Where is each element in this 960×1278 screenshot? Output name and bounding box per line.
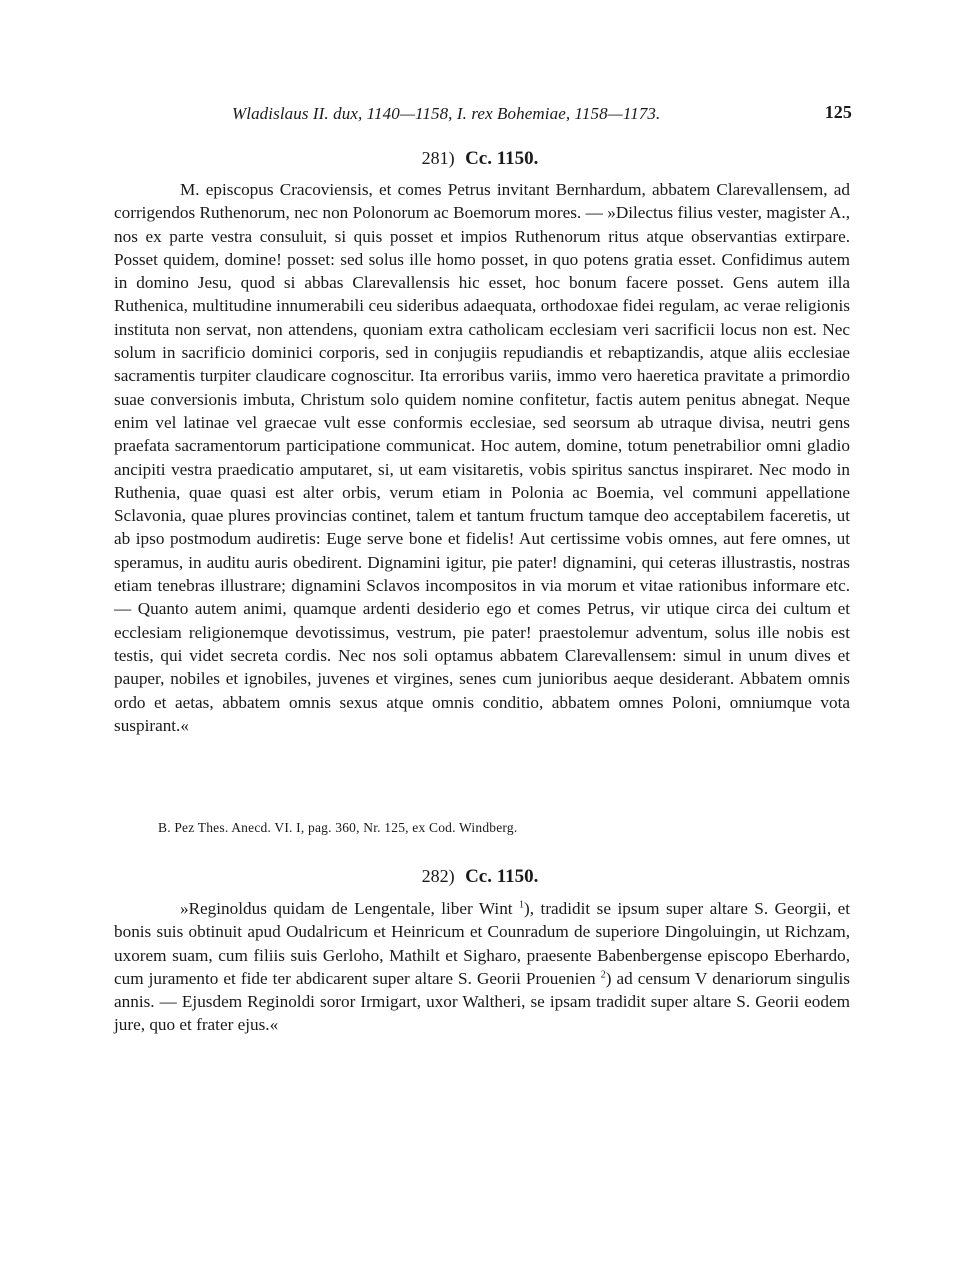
running-header — [232, 104, 852, 132]
document-date: Cc. 1150. — [465, 148, 539, 169]
document-text-part: ) ad censum V denariorum singulis annis. — Ejusdem Reginoldi soror Irmigart, uxor Waltheri, se ipsam tradidit super altare S. Georii eodem jure, quo et frater ejus.« — [114, 968, 850, 1035]
document-number: 282) — [421, 866, 455, 886]
document-heading-281 — [0, 148, 960, 170]
document-source-281: B. Pez Thes. Anecd. VI. I, pag. 360, Nr. 125, ex Cod. Windberg. — [158, 820, 518, 835]
document-number: 281) — [421, 148, 455, 168]
footnote-marker: 1 — [519, 899, 525, 911]
document-text-part: ), tradidit se ipsum super altare S. Georgii, et bonis suis obtinuit apud Oudalricum et Heinricum et Counradum de superiore Dingoluingin, ut Richzam, uxorem suam, cum filiis suis Gerloho, Mathilt et Sigharo, praesente Babenbergense episcopo Eberhardo, cum juramento et fide ter abdicarent super altare S. Georii Prouenien — [114, 899, 850, 988]
document-text-282 — [114, 897, 850, 1037]
footnote-marker: 2 — [600, 969, 606, 981]
document-heading-282 — [0, 866, 960, 888]
document-date: Cc. 1150. — [465, 866, 539, 887]
running-title: Wladislaus II. dux, 1140—1158, I. rex Bohemiae, 1158—1173. — [232, 104, 661, 123]
document-text-281: M. episcopus Cracoviensis, et comes Petrus invitant Bernhardum, abbatem Clarevallensem, ad corrigendos Ruthenorum, nec non Polonorum ac Boemorum mores. — »Dilectus filius vester, magister A., nos ex parte vestra consuluit, si quis posset et impios Ruthenorum ritus atque observantias extirpare. Posset quidem, domine! posset: sed solus ille homo posset, in quo potens gratia esset. Confidimus autem in domino Jesu, quod si abbas Clarevallensis hic esset, hoc bonum facere posset. Gens autem illa Ruthenica, multitudine innumerabili ceu sideribus adaequata, orthodoxae fidei regulam, ac verae religionis instituta non servat, non attendens, quoniam extra catholicam ecclesiam veri sacrificii locus non est. Nec solum in sacrificio dominici corporis, sed in conjugiis repudiandis et rebaptizandis, atque aliis ecclesiae sacramentis turpiter claudicare cognoscitur. Ita erroribus variis, immo vero haeretica pravitate a primordio suae conversionis imbuta, Christum solo quidem nomine confitetur, factis autem penitus abnegat. Neque enim vel latinae vel graecae vult esse conformis ecclesiae, sed seorsum ab utraque divisa, neutri gens praefata sacramentorum participatione communicat. Hoc autem, domine, totum penetrabilior omni gladio ancipiti vestra praedicatio amputaret, si, ut eam visitaretis, vobis spiritus sanctus inspiraret. Nec modo in Ruthenia, quae quasi est alter orbis, verum etiam in Polonia ac Boemia, vel communi appellatione Sclavonia, quae plures provincias continet, talem et tantum fructum tamque deo acceptabilem faceretis, ut ab ipso postmodum audiretis: Euge serve bone et fidelis! Aut certissime vobis omnes, aut fere omnes, ut speramus, in auditu auris obedirent. Dignamini igitur, pie pater! dignamini, qui ceteras illustrastis, nostras etiam tenebras illustrare; dignamini Sclavos incompositos in via morum et vitae rationibus informare etc. — Quanto autem animi, quamque ardenti desiderio ego et comes Petrus, vir utique circa dei cultum et ecclesiam religionemque devotissimus, vestrum, pie pater! praestolemur adventum, solus ille nobis est testis, qui videt secreta cordis. Nec nos soli optamus abbatem Clarevallensem: simul in unum dives et pauper, nobiles et ignobiles, juvenes et virgines, senes cum junioribus aeque desiderant. Abbatem omnis ordo et aetas, abbatem omnis sexus atque omnis conditio, abbatem omnes Poloni, omniumque vota suspirant.« — [114, 180, 850, 735]
page-number: 125 — [824, 102, 852, 122]
document-text-part: »Reginoldus quidam de Lengentale, liber Wint — [180, 899, 520, 918]
